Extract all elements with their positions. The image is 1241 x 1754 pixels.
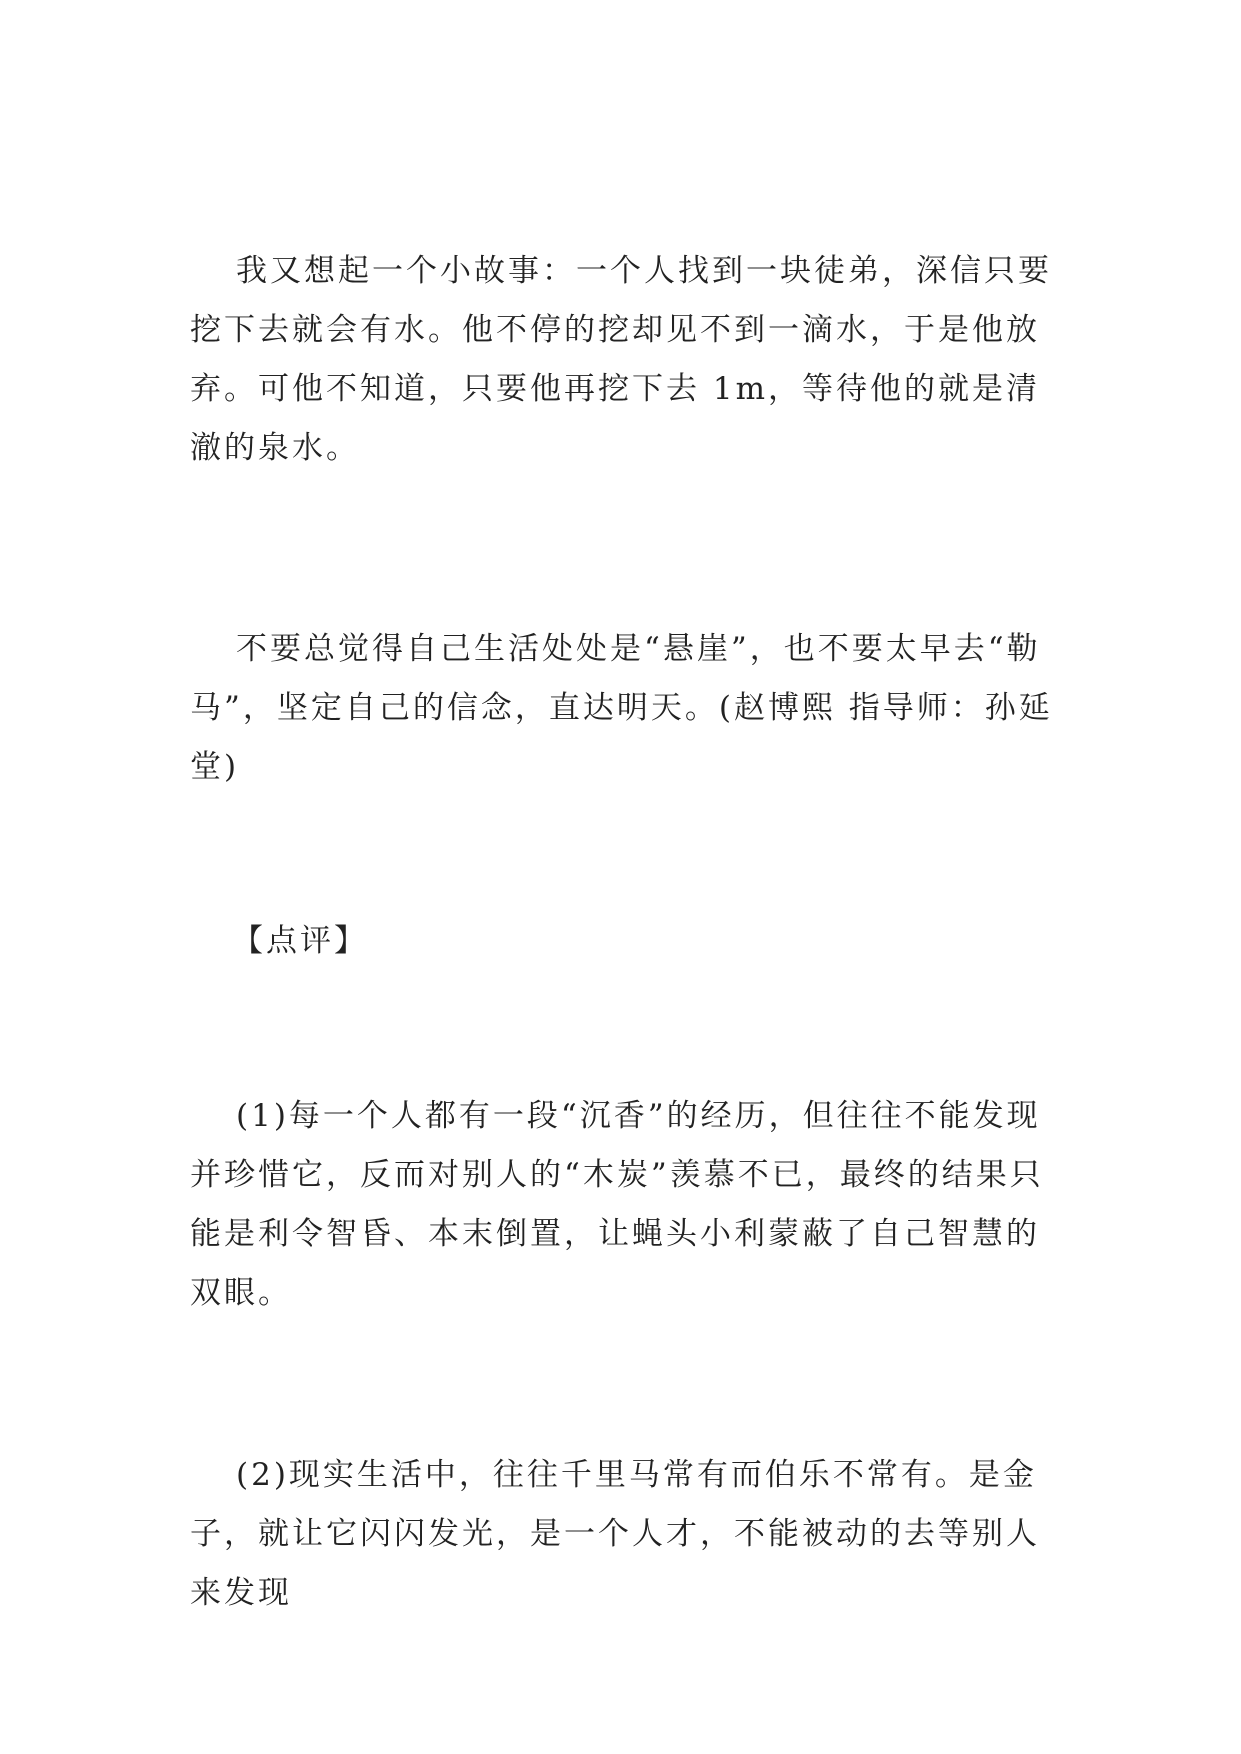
paragraph-conclusion: 不要总觉得自己生活处处是“悬崖”，也不要太早去“勒马”，坚定自己的信念，直达明天。(赵博熙 指导师：孙延堂) [190,631,1053,785]
review-heading: 【点评】 [232,923,368,959]
paragraph-story: 我又想起一个小故事：一个人找到一块徒弟，深信只要挖下去就会有水。他不停的挖却见不到一滴水，于是他放弃。可他不知道，只要他再挖下去 1m，等待他的就是清澈的泉水。 [190,253,1052,466]
review-item-2: (2)现实生活中，往往千里马常有而伯乐不常有。是金子，就让它闪闪发光，是一个人才，不能被动的去等别人来发现 [190,1457,1040,1611]
review-item-1: (1)每一个人都有一段“沉香”的经历，但往往不能发现并珍惜它，反而对别人的“木炭”羡慕不已，最终的结果只能是利令智昏、本末倒置，让蝇头小利蒙蔽了自己智慧的双眼。 [190,1098,1044,1311]
